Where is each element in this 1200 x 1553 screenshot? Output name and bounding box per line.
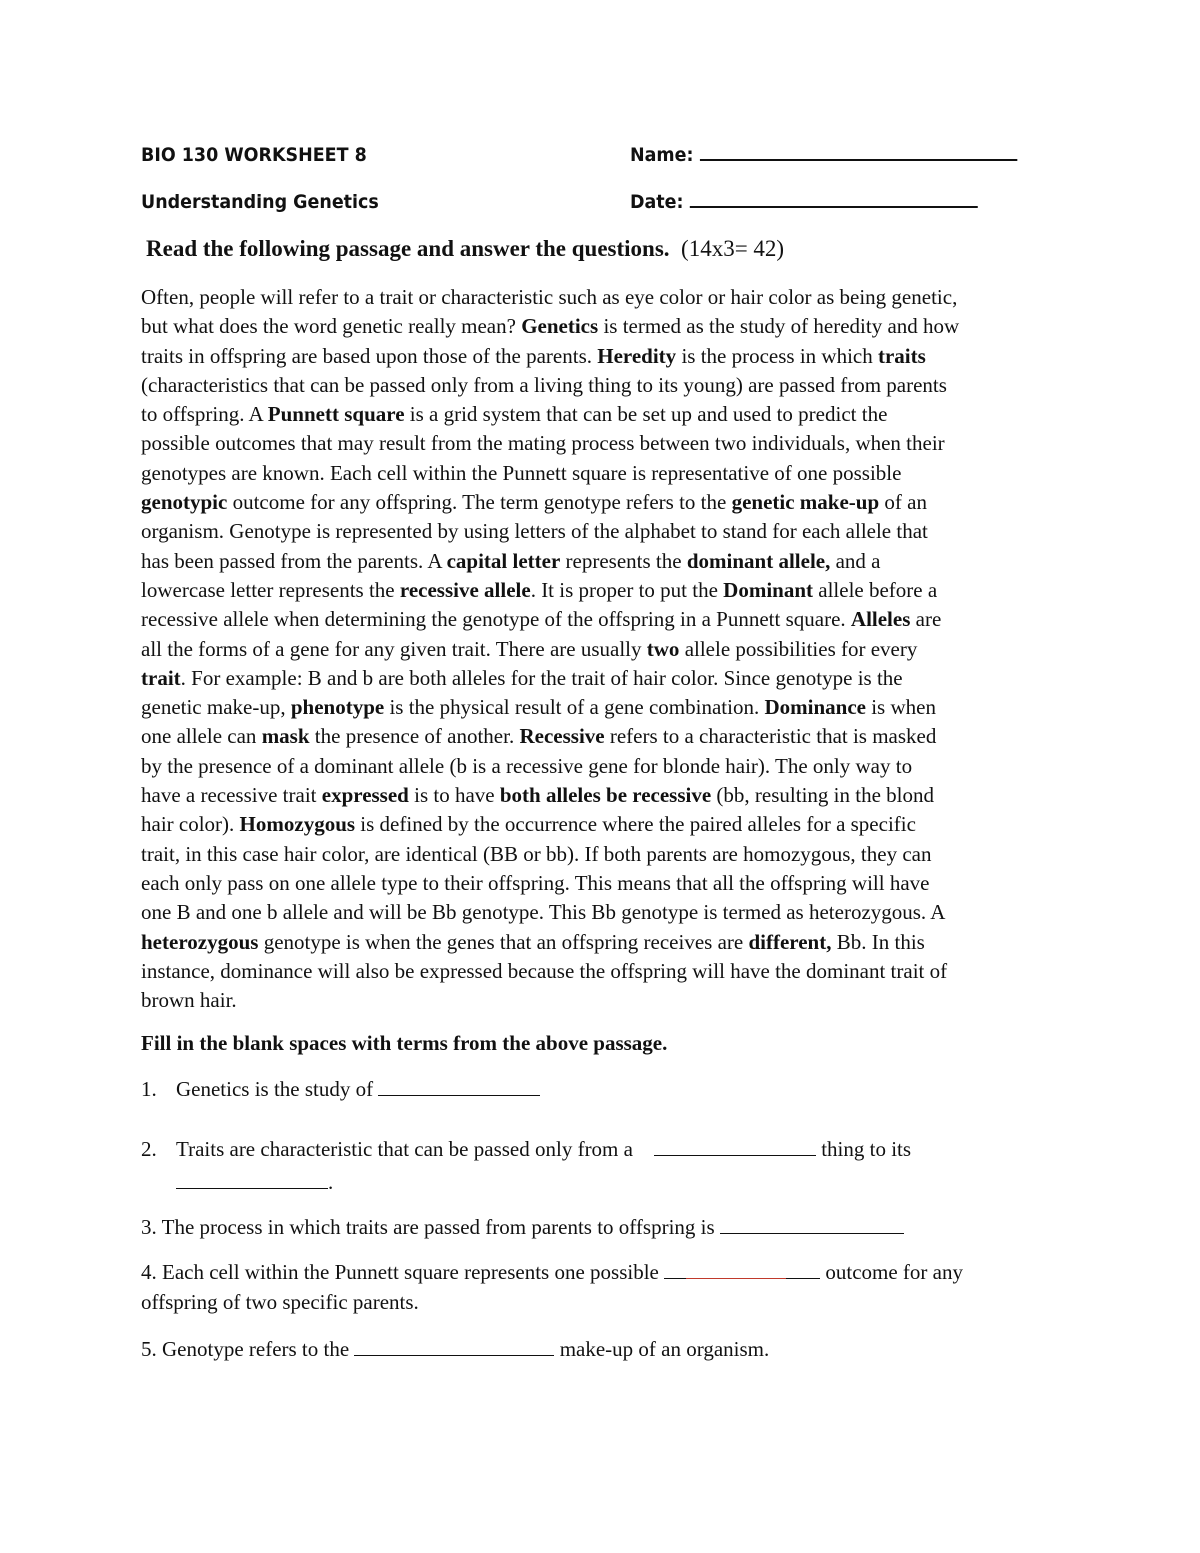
- question-1-number: 1.: [141, 1077, 157, 1101]
- term-dominance: Dominance: [764, 695, 866, 720]
- answer-blank-1[interactable]: [378, 1077, 540, 1096]
- term-two: two: [646, 636, 680, 661]
- term-phenotype: phenotype: [290, 695, 385, 720]
- passage-line: has been passed from the parents. A capital letter represents the dominant allele, and a: [141, 548, 881, 573]
- term-trait: trait: [141, 665, 181, 690]
- points-total: (14x3= 42): [681, 236, 785, 261]
- name-blank[interactable]: [700, 159, 1017, 161]
- passage-line: organism. Genotype is represented by using letters of the alphabet to stand for each allele that: [141, 519, 928, 544]
- question-4: 4. Each cell within the Punnett square represents one possible outcome for any: [141, 1260, 963, 1284]
- passage-line: genotypic outcome for any offspring. The term genotype refers to the genetic make-up of an: [141, 490, 927, 515]
- question-1: Genetics is the study of: [176, 1077, 540, 1102]
- term-dominant-allele: dominant allele,: [686, 548, 831, 573]
- answer-blank-4-end[interactable]: [786, 1260, 820, 1279]
- term-different: different,: [748, 929, 832, 954]
- passage-line: by the presence of a dominant allele (b is a recessive gene for blonde hair). The only way to: [141, 753, 913, 778]
- passage-line: all the forms of a gene for any given trait. There are usually two allele possibilities for every: [141, 636, 918, 661]
- date-blank[interactable]: [690, 206, 978, 208]
- passage-line: possible outcomes that may result from the mating process between two individuals, when their: [141, 431, 945, 456]
- question-2: Traits are characteristic that can be passed only from a thing to its: [176, 1137, 912, 1161]
- term-capital-letter: capital letter: [446, 548, 561, 573]
- answer-blank-4[interactable]: [686, 1260, 786, 1279]
- term-genotypic: genotypic: [141, 490, 228, 515]
- term-genetic-make-up: genetic make-up: [731, 490, 880, 515]
- term-dominant: Dominant: [723, 577, 814, 602]
- course-title: BIO 130 WORKSHEET 8: [141, 144, 367, 166]
- question-2-continued: .: [176, 1170, 333, 1195]
- term-genetics: Genetics: [521, 314, 599, 339]
- passage-line: trait, in this case hair color, are identical (BB or bb). If both parents are homozygous, they can: [141, 841, 932, 866]
- term-recessive: Recessive: [519, 724, 605, 749]
- question-2-number: 2.: [141, 1137, 157, 1161]
- name-label: Name:: [630, 144, 694, 166]
- passage-line: to offspring. A Punnett square is a grid system that can be set up and used to predict the: [141, 402, 888, 427]
- passage-line: traits in offspring are based upon those of the parents. Heredity is the process in which traits: [141, 343, 926, 368]
- passage-line: Often, people will refer to a trait or characteristic such as eye color or hair color as being genetic,: [141, 285, 958, 309]
- question-3: 3. The process in which traits are passed from parents to offspring is: [141, 1215, 904, 1240]
- term-heterozygous: heterozygous: [141, 929, 259, 954]
- passage-line: have a recessive trait expressed is to have both alleles be recessive (bb, resulting in the blond: [141, 783, 934, 808]
- passage-line: (characteristics that can be passed only from a living thing to its young) are passed from parents: [141, 372, 947, 397]
- question-4-continued: offspring of two specific parents.: [141, 1290, 419, 1314]
- passage-line: lowercase letter represents the recessive allele. It is proper to put the Dominant allele before a: [141, 577, 938, 602]
- passage-line: brown hair.: [141, 988, 237, 1013]
- passage-line: each only pass on one allele type to their offspring. This means that all the offspring will have: [141, 870, 930, 895]
- passage-line: but what does the word genetic really mean? Genetics is termed as the study of heredity and how: [141, 314, 960, 339]
- answer-blank-4-start[interactable]: [664, 1260, 686, 1279]
- term-traits: traits: [877, 343, 926, 368]
- passage-line: genotypes are known. Each cell within the Punnett square is representative of one possible: [141, 460, 902, 485]
- term-recessive-allele: recessive allele: [399, 577, 531, 602]
- term-both-alleles-recessive: both alleles be recessive: [499, 783, 712, 808]
- date-label: Date:: [630, 191, 684, 213]
- reading-passage: [141, 283, 1071, 1015]
- passage-line: hair color). Homozygous is defined by the occurrence where the paired alleles for a specific: [141, 812, 916, 837]
- term-alleles: Alleles: [850, 607, 911, 632]
- term-homozygous: Homozygous: [239, 812, 356, 837]
- worksheet-subtitle: Understanding Genetics: [141, 191, 379, 213]
- term-punnett-square: Punnett square: [267, 402, 405, 427]
- passage-line: trait. For example: B and b are both alleles for the trait of hair color. Since genotype is the: [141, 665, 903, 690]
- passage-line: one B and one b allele and will be Bb genotype. This Bb genotype is termed as heterozygous. A: [141, 900, 946, 925]
- passage-line: genetic make-up, phenotype is the physical result of a gene combination. Dominance is when: [141, 695, 936, 720]
- answer-blank-2a[interactable]: [654, 1137, 816, 1156]
- name-field[interactable]: [630, 144, 1017, 166]
- fill-in-heading: Fill in the blank spaces with terms from the above passage.: [141, 1031, 668, 1055]
- passage-line: instance, dominance will also be expressed because the offspring will have the dominant trait of: [141, 958, 948, 983]
- passage-line: one allele can mask the presence of another. Recessive refers to a characteristic that is masked: [141, 724, 937, 749]
- instructions: [146, 236, 784, 262]
- passage-line: recessive allele when determining the genotype of the offspring in a Punnett square. Alleles are: [141, 607, 942, 632]
- term-expressed: expressed: [321, 783, 409, 808]
- answer-blank-2b[interactable]: [176, 1170, 328, 1189]
- question-5: 5. Genotype refers to the make-up of an organism.: [141, 1337, 770, 1361]
- answer-blank-5[interactable]: [354, 1337, 554, 1356]
- answer-blank-3[interactable]: [720, 1215, 904, 1234]
- date-field[interactable]: [630, 191, 978, 213]
- passage-line: heterozygous genotype is when the genes that an offspring receives are different, Bb. In this: [141, 929, 925, 954]
- term-mask: mask: [261, 724, 310, 749]
- instructions-text: Read the following passage and answer the questions.: [146, 236, 670, 261]
- term-heredity: Heredity: [597, 343, 677, 368]
